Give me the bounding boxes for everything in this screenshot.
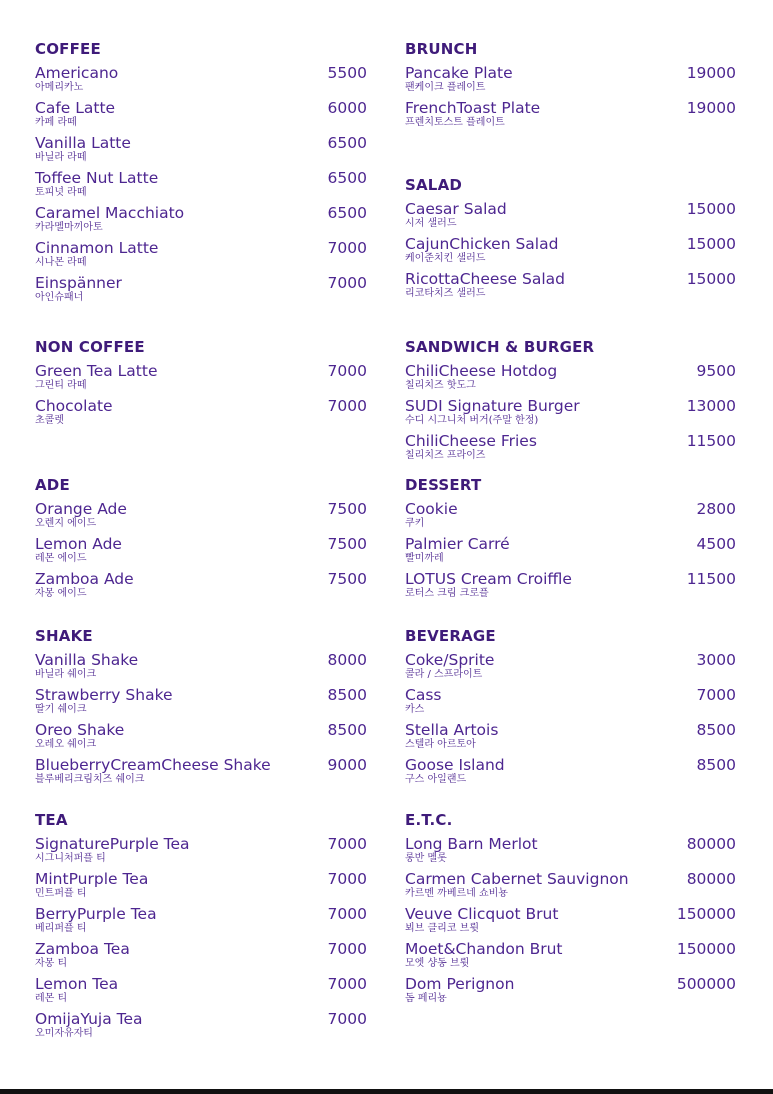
item-name: Strawberry Shake — [35, 686, 173, 704]
item-price: 7000 — [327, 975, 367, 993]
item-price: 19000 — [686, 64, 736, 82]
item-name: ChiliCheese Hotdog — [405, 362, 558, 380]
item-name: Chocolate — [35, 397, 113, 415]
item-korean-name: 콜라 / 스프라이트 — [405, 669, 483, 680]
menu-item — [35, 135, 367, 170]
section-brunch — [405, 40, 736, 135]
item-name: Palmier Carré — [405, 535, 510, 553]
item-korean-name: 리코타치즈 샐러드 — [405, 288, 486, 299]
menu-item — [35, 836, 367, 871]
section-title: COFFEE — [35, 40, 101, 58]
item-name: Moet&Chandon Brut — [405, 940, 563, 958]
item-price: 150000 — [676, 905, 736, 923]
item-korean-name: 로터스 크림 크로플 — [405, 588, 489, 599]
section-title: NON COFFEE — [35, 338, 145, 356]
item-name: Cass — [405, 686, 442, 704]
item-price: 15000 — [686, 200, 736, 218]
item-price: 7000 — [327, 870, 367, 888]
item-price: 7000 — [327, 274, 367, 292]
section-title: E.T.C. — [405, 811, 453, 829]
item-price: 7000 — [327, 835, 367, 853]
item-name: BlueberryCreamCheese Shake — [35, 756, 271, 774]
menu-item — [35, 976, 367, 1011]
item-name: ChiliCheese Fries — [405, 432, 537, 450]
item-korean-name: 빨미까레 — [405, 553, 444, 564]
item-price: 6500 — [327, 204, 367, 222]
item-price: 8500 — [696, 721, 736, 739]
menu-item — [35, 571, 367, 606]
item-name: Orange Ade — [35, 500, 127, 518]
item-price: 8500 — [327, 686, 367, 704]
menu-item — [405, 571, 736, 606]
menu-item — [35, 536, 367, 571]
menu-item — [405, 687, 736, 722]
menu-item — [35, 65, 367, 100]
section-coffee — [35, 40, 367, 310]
menu-item — [405, 363, 736, 398]
item-price: 7000 — [327, 362, 367, 380]
menu-item — [35, 205, 367, 240]
section-title: TEA — [35, 811, 68, 829]
section-dessert — [405, 476, 736, 606]
section-etc — [405, 811, 736, 1011]
item-korean-name: 카페 라떼 — [35, 117, 77, 128]
menu-item — [35, 275, 367, 310]
item-name: Carmen Cabernet Sauvignon — [405, 870, 629, 888]
section-title: ADE — [35, 476, 70, 494]
item-korean-name: 뵈브 클리코 브륏 — [405, 923, 479, 934]
item-name: Einspänner — [35, 274, 122, 292]
section-title: BEVERAGE — [405, 627, 496, 645]
menu-item — [405, 652, 736, 687]
item-korean-name: 돔 페리뇽 — [405, 993, 447, 1004]
menu-item — [405, 906, 736, 941]
item-name: LOTUS Cream Croiffle — [405, 570, 572, 588]
item-name: SUDI Signature Burger — [405, 397, 580, 415]
menu-item — [35, 501, 367, 536]
item-korean-name: 카스 — [405, 704, 425, 715]
menu-item — [35, 941, 367, 976]
item-price: 7000 — [327, 397, 367, 415]
item-price: 80000 — [686, 870, 736, 888]
item-name: Veuve Clicquot Brut — [405, 905, 559, 923]
menu-item — [405, 65, 736, 100]
item-name: Long Barn Merlot — [405, 835, 538, 853]
item-korean-name: 자몽 에이드 — [35, 588, 87, 599]
item-korean-name: 바닐라 라떼 — [35, 152, 87, 163]
menu-item — [405, 871, 736, 906]
item-korean-name: 롱반 멜롯 — [405, 853, 447, 864]
menu-item — [405, 201, 736, 236]
section-title: DESSERT — [405, 476, 482, 494]
item-name: Cafe Latte — [35, 99, 116, 117]
menu-item — [405, 236, 736, 271]
menu-item — [35, 871, 367, 906]
item-name: Cinnamon Latte — [35, 239, 159, 257]
item-korean-name: 프렌치토스트 플레이트 — [405, 117, 505, 128]
item-price: 9000 — [327, 756, 367, 774]
section-beverage — [405, 627, 736, 792]
item-name: Toffee Nut Latte — [35, 169, 159, 187]
section-title: SHAKE — [35, 627, 93, 645]
item-price: 19000 — [686, 99, 736, 117]
item-price: 500000 — [676, 975, 736, 993]
item-korean-name: 오미자유자티 — [35, 1028, 93, 1039]
item-korean-name: 아인슈패너 — [35, 292, 84, 303]
item-price: 7000 — [327, 1010, 367, 1028]
item-price: 6000 — [327, 99, 367, 117]
menu-item — [405, 976, 736, 1011]
item-price: 7000 — [327, 239, 367, 257]
menu-item — [35, 1011, 367, 1046]
menu-item — [35, 170, 367, 205]
item-price: 15000 — [686, 270, 736, 288]
item-korean-name: 칠리치즈 핫도그 — [405, 380, 476, 391]
menu-item — [35, 652, 367, 687]
item-price: 9500 — [696, 362, 736, 380]
section-ade — [35, 476, 367, 606]
item-korean-name: 토피넛 라떼 — [35, 187, 87, 198]
item-korean-name: 아메리카노 — [35, 82, 84, 93]
section-non-coffee — [35, 338, 367, 433]
item-price: 8000 — [327, 651, 367, 669]
item-price: 6500 — [327, 134, 367, 152]
menu-item — [35, 398, 367, 433]
item-name: Zamboa Ade — [35, 570, 134, 588]
item-price: 7000 — [327, 905, 367, 923]
item-name: Green Tea Latte — [35, 362, 158, 380]
item-name: RicottaCheese Salad — [405, 270, 565, 288]
menu-item — [405, 757, 736, 792]
item-korean-name: 카르멘 까베르네 쇼비뇽 — [405, 888, 508, 899]
item-korean-name: 케이준치킨 샐러드 — [405, 253, 486, 264]
item-korean-name: 초콜렛 — [35, 415, 64, 426]
item-korean-name: 칠리치즈 프라이즈 — [405, 450, 486, 461]
item-korean-name: 쿠키 — [405, 518, 425, 529]
item-korean-name: 팬케이크 플레이트 — [405, 82, 486, 93]
item-korean-name: 민트퍼플 티 — [35, 888, 87, 899]
menu-item — [35, 363, 367, 398]
section-shake — [35, 627, 367, 792]
item-price: 4500 — [696, 535, 736, 553]
item-korean-name: 베리퍼플 티 — [35, 923, 87, 934]
item-name: Cookie — [405, 500, 458, 518]
section-title: SALAD — [405, 176, 463, 194]
menu-item — [405, 941, 736, 976]
item-korean-name: 시그니처퍼플 티 — [35, 853, 106, 864]
item-price: 11500 — [686, 570, 736, 588]
item-price: 3000 — [696, 651, 736, 669]
item-name: Lemon Tea — [35, 975, 119, 993]
item-korean-name: 오레오 쉐이크 — [35, 739, 97, 750]
item-korean-name: 블루베리크림치즈 쉐이크 — [35, 774, 145, 785]
item-name: Zamboa Tea — [35, 940, 130, 958]
item-name: Vanilla Latte — [35, 134, 131, 152]
item-price: 6500 — [327, 169, 367, 187]
item-price: 8500 — [696, 756, 736, 774]
bottom-border — [0, 1089, 773, 1094]
menu-item — [405, 501, 736, 536]
item-korean-name: 자몽 티 — [35, 958, 68, 969]
item-name: Vanilla Shake — [35, 651, 139, 669]
item-korean-name: 구스 아일랜드 — [405, 774, 467, 785]
item-name: Pancake Plate — [405, 64, 513, 82]
item-korean-name: 카라멜마끼아토 — [35, 222, 103, 233]
item-price: 80000 — [686, 835, 736, 853]
menu-item — [405, 100, 736, 135]
item-korean-name: 시나몬 라떼 — [35, 257, 87, 268]
menu-item — [35, 722, 367, 757]
item-price: 7500 — [327, 570, 367, 588]
section-title: BRUNCH — [405, 40, 478, 58]
section-salad — [405, 176, 736, 306]
item-price: 7500 — [327, 535, 367, 553]
item-name: Coke/Sprite — [405, 651, 495, 669]
item-price: 11500 — [686, 432, 736, 450]
item-price: 15000 — [686, 235, 736, 253]
menu-item — [35, 240, 367, 275]
menu-item — [35, 757, 367, 792]
item-korean-name: 레몬 에이드 — [35, 553, 87, 564]
menu-item — [405, 722, 736, 757]
section-sandwich-burger — [405, 338, 736, 468]
menu-item — [405, 398, 736, 433]
item-name: Stella Artois — [405, 721, 499, 739]
item-price: 7500 — [327, 500, 367, 518]
menu-item — [35, 687, 367, 722]
item-korean-name: 딸기 쉐이크 — [35, 704, 87, 715]
menu-item — [35, 906, 367, 941]
item-name: MintPurple Tea — [35, 870, 149, 888]
item-name: Caesar Salad — [405, 200, 507, 218]
item-name: Caramel Macchiato — [35, 204, 185, 222]
item-korean-name: 모엣 샹동 브륏 — [405, 958, 470, 969]
item-price: 150000 — [676, 940, 736, 958]
menu-item — [405, 836, 736, 871]
item-korean-name: 수디 시그니처 버거(주말 한정) — [405, 415, 539, 426]
item-korean-name: 그린티 라떼 — [35, 380, 87, 391]
item-price: 7000 — [696, 686, 736, 704]
item-korean-name: 레몬 티 — [35, 993, 68, 1004]
item-korean-name: 바닐라 쉐이크 — [35, 669, 97, 680]
item-name: CajunChicken Salad — [405, 235, 559, 253]
item-korean-name: 오렌지 에이드 — [35, 518, 97, 529]
item-korean-name: 시저 샐러드 — [405, 218, 457, 229]
item-price: 5500 — [327, 64, 367, 82]
item-price: 8500 — [327, 721, 367, 739]
menu-item — [405, 433, 736, 468]
menu-item — [405, 271, 736, 306]
item-name: Oreo Shake — [35, 721, 125, 739]
section-title: SANDWICH & BURGER — [405, 338, 595, 356]
item-name: SignaturePurple Tea — [35, 835, 190, 853]
item-price: 2800 — [696, 500, 736, 518]
item-name: Lemon Ade — [35, 535, 122, 553]
menu-item — [35, 100, 367, 135]
menu-item — [405, 536, 736, 571]
item-name: Dom Perignon — [405, 975, 515, 993]
item-name: FrenchToast Plate — [405, 99, 541, 117]
item-name: Goose Island — [405, 756, 505, 774]
item-price: 13000 — [686, 397, 736, 415]
item-name: OmijaYuja Tea — [35, 1010, 143, 1028]
section-tea — [35, 811, 367, 1046]
item-name: Americano — [35, 64, 119, 82]
item-price: 7000 — [327, 940, 367, 958]
item-korean-name: 스텔라 아르토아 — [405, 739, 476, 750]
item-name: BerryPurple Tea — [35, 905, 157, 923]
